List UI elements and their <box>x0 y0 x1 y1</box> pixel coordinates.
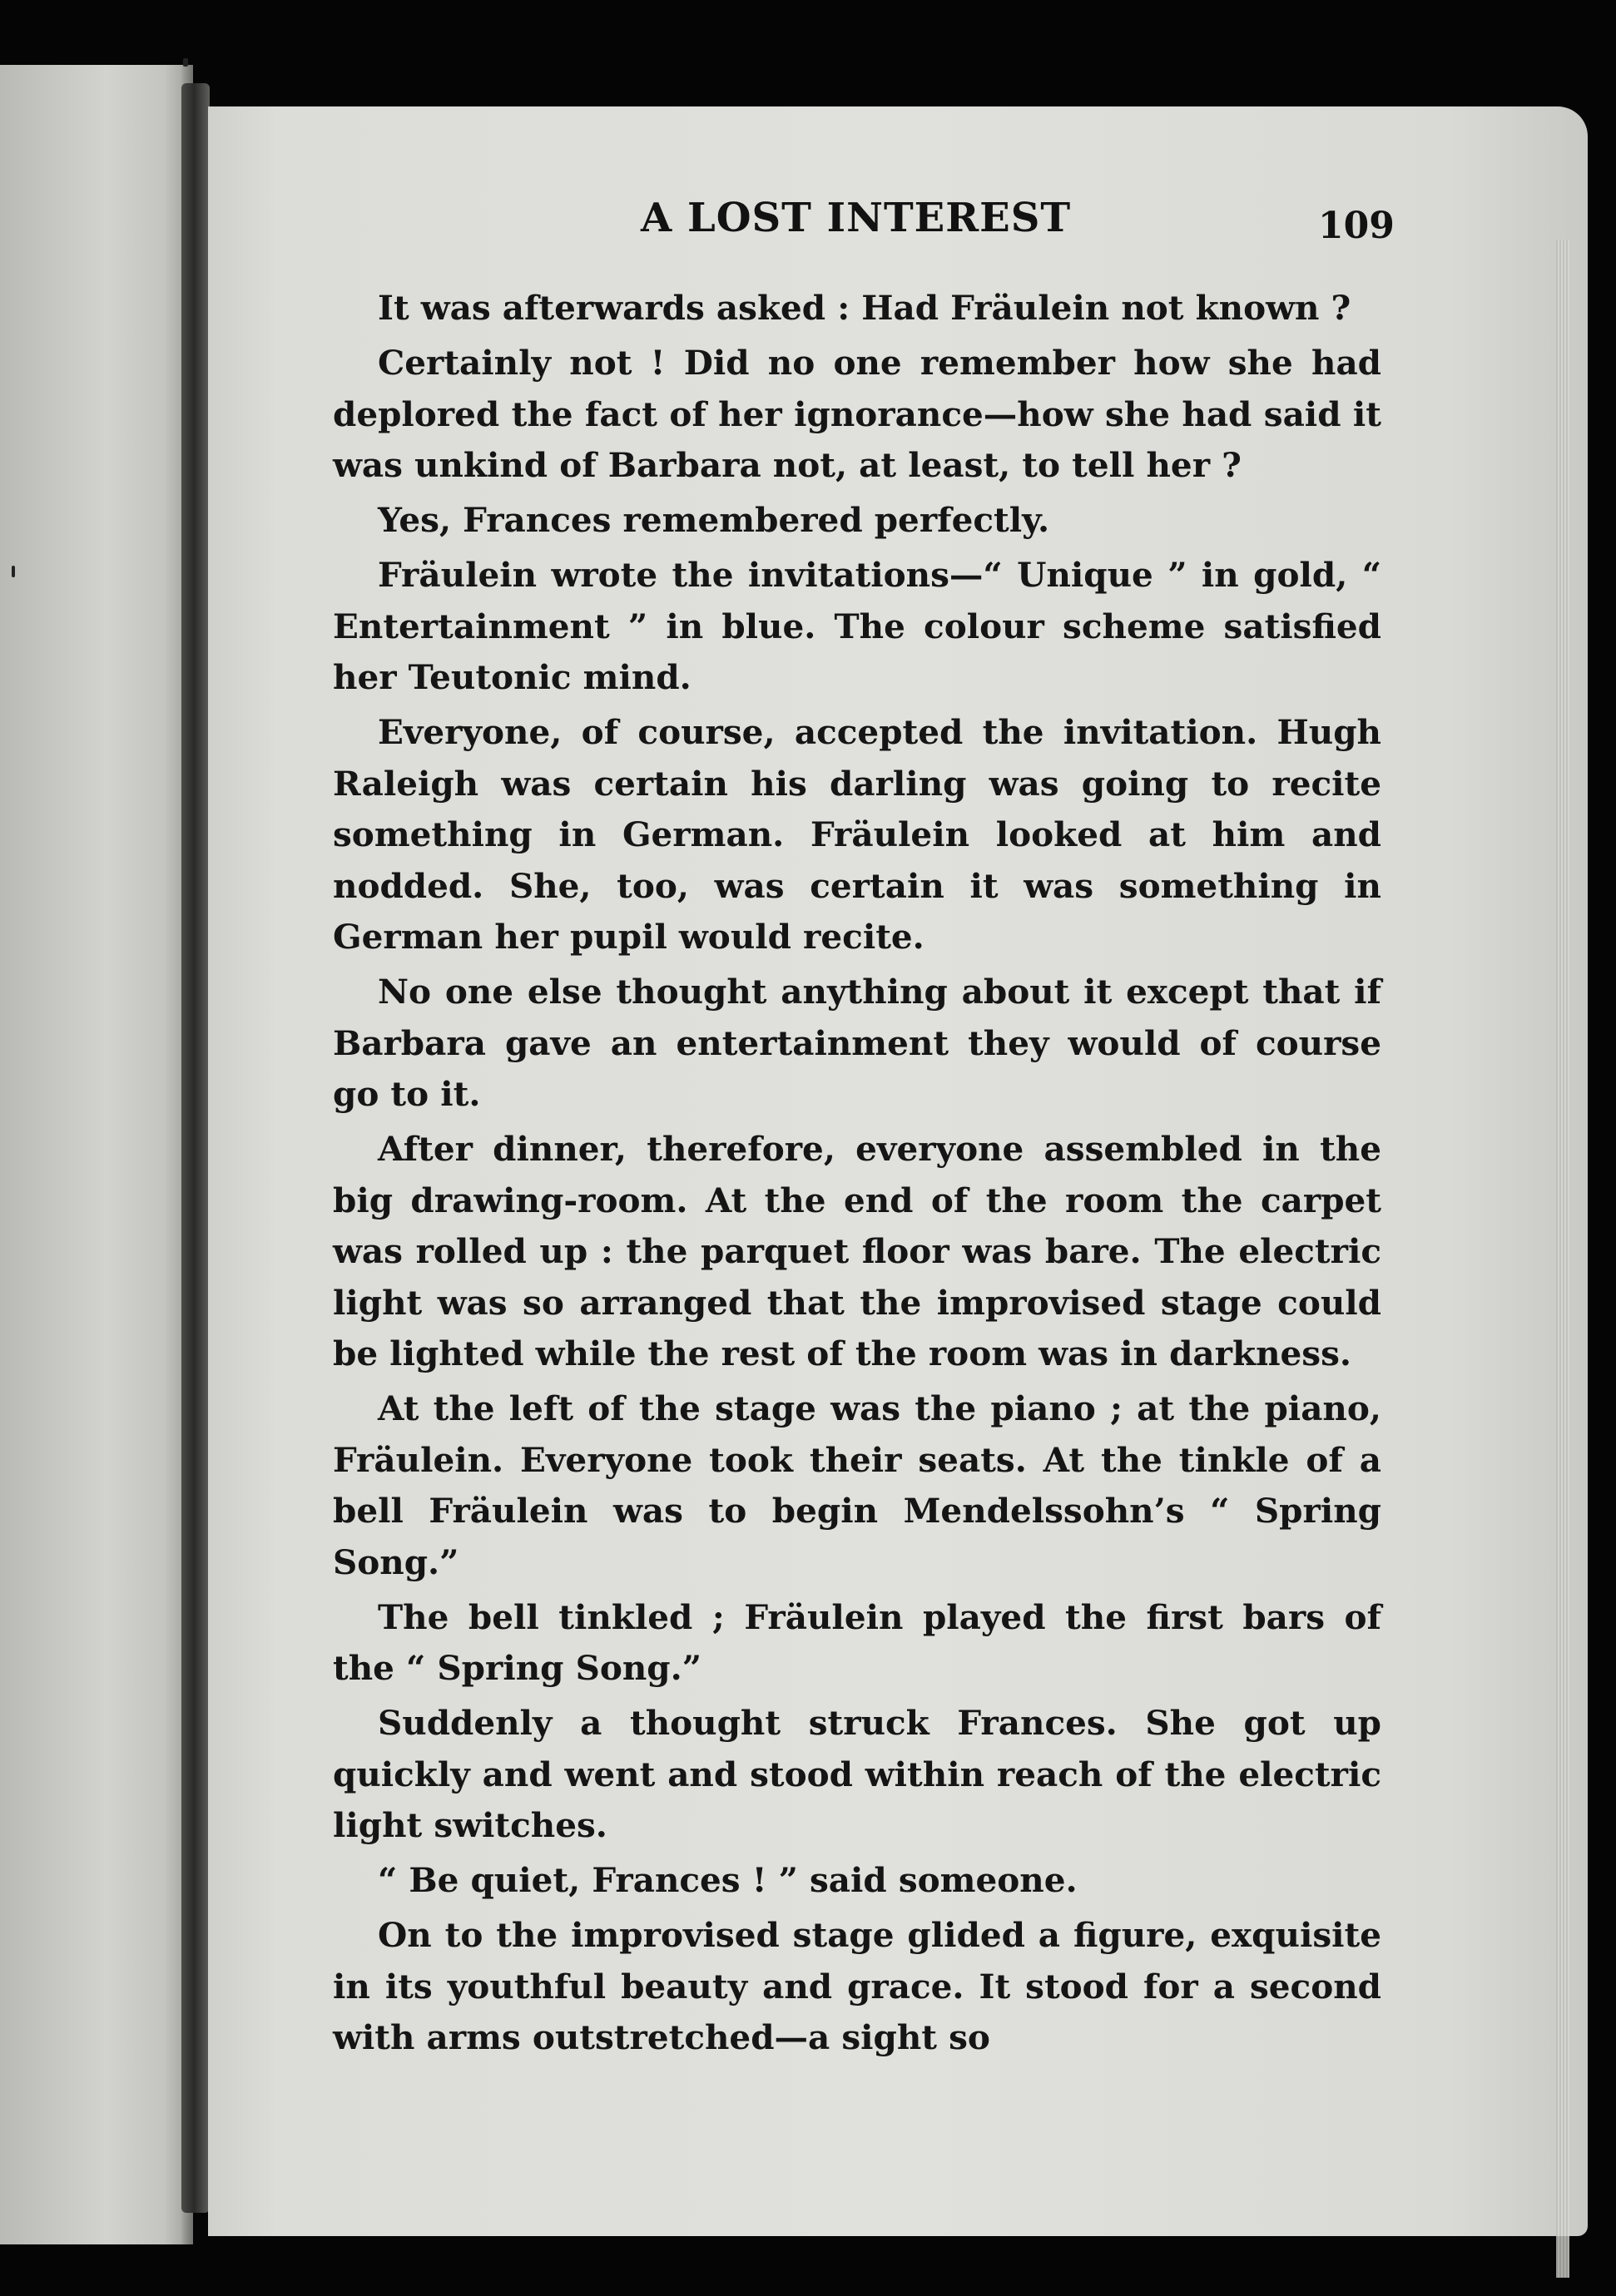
scan-speck <box>12 566 15 577</box>
book-gutter <box>181 83 210 2213</box>
paragraph: Suddenly a thought struck Frances. She got up quickly and went and stood within reach of the electric light switches. <box>333 1703 1381 1845</box>
paragraph: “ Be quiet, Frances ! ” said someone. <box>378 1860 1078 1900</box>
paragraph: Yes, Frances remembered perfectly. <box>378 500 1050 540</box>
paragraph: After dinner, therefore, everyone assembled in the big drawing-room. At the end of the room the carpet was rolled up : the parquet floor was bare. The electric light was so arranged that the improvised stage could be lighted while the rest of the room was in darkness. <box>333 1129 1381 1373</box>
facing-page-edge <box>0 65 193 2244</box>
paragraph: No one else thought anything about it except that if Barbara gave an entertainment they would of course go to it. <box>333 972 1381 1114</box>
paragraph: Fräulein wrote the invitations—“ Unique ” in gold, “ Entertainment ” in blue. The colour scheme satisfied her Teutonic mind. <box>333 555 1381 697</box>
paragraph: Certainly not ! Did no one remember how she had deplored the fact of her ignorance—how she had said it was unkind of Barbara not, at least, to tell her ? <box>333 343 1381 485</box>
page-fore-edge <box>1556 240 1569 2278</box>
paragraph: At the left of the stage was the piano ; at the piano, Fräulein. Everyone took their seats. At the tinkle of a bell Fräulein was to begin Mendelssohn’s “ Spring Song.” <box>333 1388 1381 1582</box>
paragraph: Everyone, of course, accepted the invitation. Hugh Raleigh was certain his darling was going to recite something in German. Fräulein looked at him and nodded. She, too, was certain it was something in German her pupil would recite. <box>333 712 1381 957</box>
page-number: 109 <box>1318 205 1395 247</box>
scan-speck <box>183 58 188 67</box>
paragraph: The bell tinkled ; Fräulein played the first bars of the “ Spring Song.” <box>333 1596 1381 1688</box>
page-body <box>333 283 1381 2067</box>
paragraph: On to the improvised stage glided a figure, exquisite in its youthful beauty and grace. It stood for a second with arms outstretched—a sight so <box>333 1915 1381 2057</box>
running-header: A LOST INTEREST <box>641 195 1072 241</box>
paragraph: It was afterwards asked : Had Fräulein not known ? <box>378 288 1351 328</box>
